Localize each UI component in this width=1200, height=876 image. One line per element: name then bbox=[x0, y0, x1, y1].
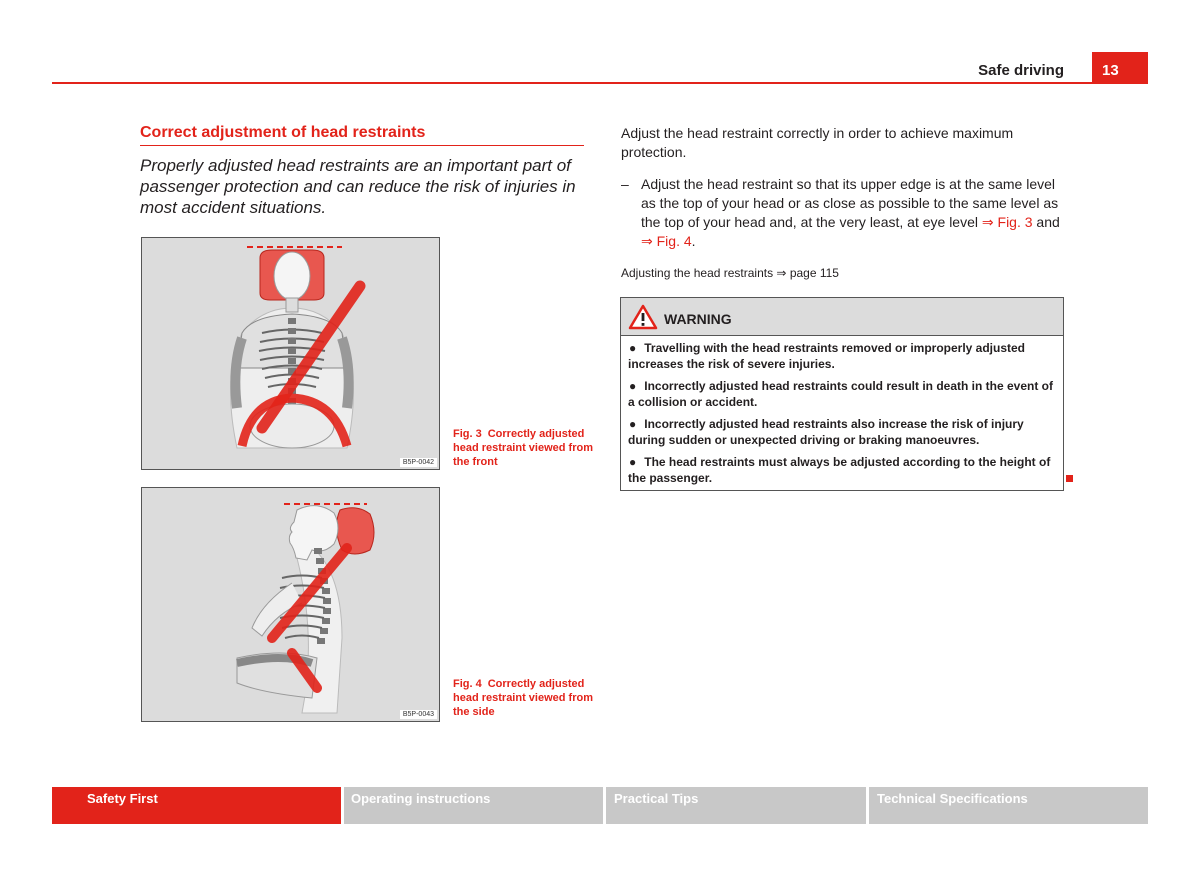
side-view-illustration bbox=[142, 488, 440, 722]
tab-technical-specifications[interactable]: Technical Specifications bbox=[869, 787, 1148, 824]
fig4-link[interactable]: ⇒ Fig. 4 bbox=[641, 233, 692, 249]
figure-3-caption-text: Correctly adjusted head restraint viewed from the front bbox=[453, 428, 593, 468]
step-end: . bbox=[691, 233, 696, 249]
section-end-mark bbox=[1066, 475, 1073, 482]
warning-box bbox=[620, 297, 1064, 491]
warning-title: WARNING bbox=[664, 311, 732, 327]
figure-4-caption-text: Correctly adjusted head restraint viewed from the side bbox=[453, 678, 593, 718]
bullet-icon: ● bbox=[629, 379, 637, 393]
figure-code: B5P-0043 bbox=[400, 710, 437, 719]
step-and: and bbox=[1036, 214, 1060, 230]
section-heading: Correct adjustment of head restraints bbox=[140, 124, 584, 146]
step-text: Adjust the head restraint so that its upper edge is at the same level as the top of your head or as close as possible to the same level as the top of your head and, at the very least, at eye level bbox=[641, 176, 1059, 230]
warning-list bbox=[621, 336, 1063, 490]
instruction-paragraph: Adjust the head restraint correctly in order to achieve maximum protection. bbox=[621, 125, 1014, 160]
figure-code: B5P-0042 bbox=[400, 458, 437, 467]
warning-item bbox=[628, 454, 1055, 486]
warning-item bbox=[628, 378, 1055, 410]
warning-item-text: Incorrectly adjusted head restraints could result in death in the event of a collision or accident. bbox=[628, 379, 1054, 409]
front-view-illustration bbox=[142, 238, 440, 470]
warning-item bbox=[628, 416, 1055, 448]
running-header-title: Safe driving bbox=[978, 62, 1064, 79]
warning-triangle-icon bbox=[628, 304, 658, 330]
bullet-icon: ● bbox=[629, 341, 637, 355]
header-rule bbox=[52, 82, 1148, 84]
figure-4-caption bbox=[453, 677, 593, 719]
warning-header bbox=[621, 298, 1063, 336]
tab-safety-first[interactable]: Safety First bbox=[52, 787, 341, 824]
warning-item-text: The head restraints must always be adjusted according to the height of the passenger. bbox=[628, 455, 1051, 485]
bullet-icon: ● bbox=[629, 455, 637, 469]
intro-paragraph: Properly adjusted head restraints are an important part of passenger protection and can reduce the risk of injuries in most accident situations. bbox=[140, 156, 576, 217]
bullet-icon: ● bbox=[629, 417, 637, 431]
warning-item-text: Incorrectly adjusted head restraints also increase the risk of injury during sudden or unexpected driving or braking manoeuvres. bbox=[628, 417, 1024, 447]
figure-side-view bbox=[141, 487, 440, 722]
figure-front-view bbox=[141, 237, 440, 470]
tab-operating-instructions[interactable]: Operating instructions bbox=[344, 787, 603, 824]
figure-3-caption bbox=[453, 427, 593, 469]
step-item bbox=[621, 175, 1071, 251]
warning-item bbox=[628, 340, 1055, 372]
figure-3-number: Fig. 3 bbox=[453, 428, 482, 440]
page-reference[interactable]: Adjusting the head restraints ⇒ page 115 bbox=[621, 266, 839, 280]
fig3-link[interactable]: ⇒ Fig. 3 bbox=[981, 214, 1033, 230]
chapter-nav bbox=[52, 787, 1148, 824]
figure-4-number: Fig. 4 bbox=[453, 678, 482, 690]
page-number: 13 bbox=[1092, 52, 1148, 84]
tab-practical-tips[interactable]: Practical Tips bbox=[606, 787, 866, 824]
step-dash: – bbox=[621, 176, 629, 192]
warning-item-text: Travelling with the head restraints removed or improperly adjusted increases the risk of severe injuries. bbox=[628, 341, 1026, 371]
